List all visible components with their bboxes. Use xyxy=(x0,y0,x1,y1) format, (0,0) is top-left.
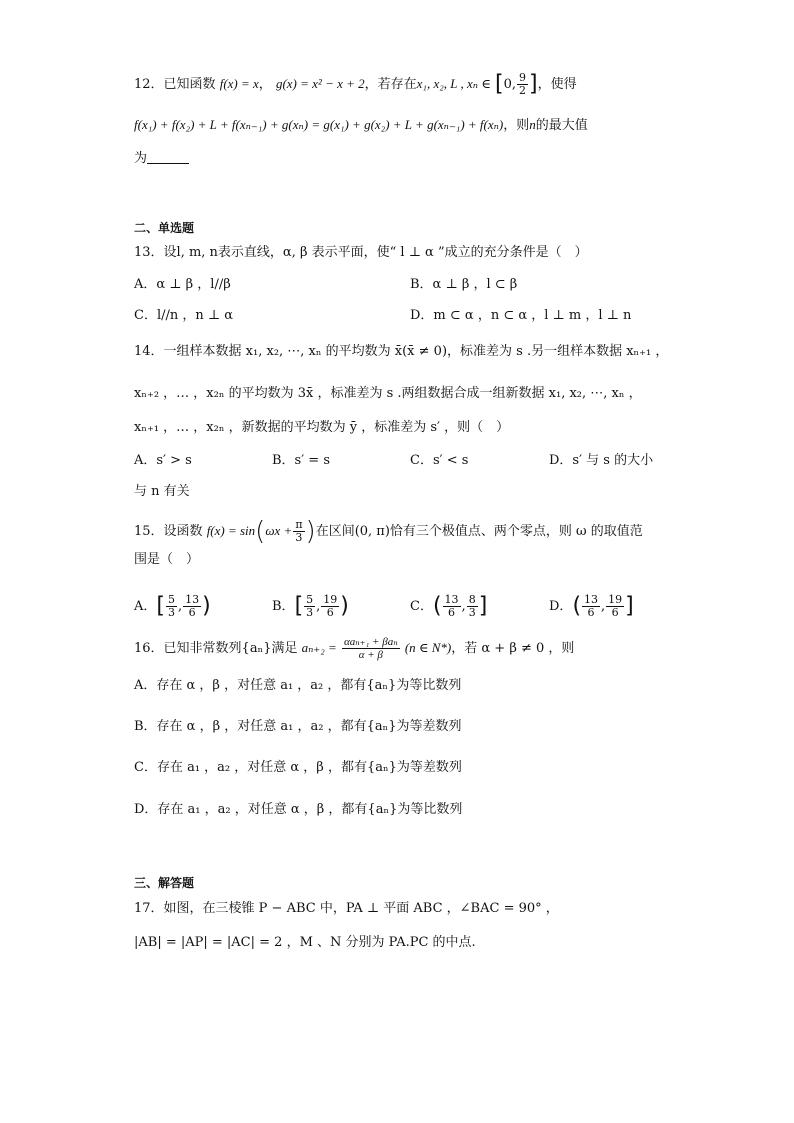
q15-d-d1: 6 xyxy=(587,606,595,619)
q15-a-d1: 3 xyxy=(167,606,175,619)
q16-post: ，若 α + β ≠ 0 ，则 xyxy=(451,641,575,656)
q15-pi-num: π xyxy=(295,518,303,531)
q15-a-frac1 xyxy=(166,594,177,619)
q12-equation: f(x₁) + f(x₂) + L + f(xₙ₋₁) + g(xₙ) = g(x₁) + g(x₂) + L + g(xₙ₋₁) + f(xₙ) xyxy=(134,117,504,132)
q13-option-d[interactable]: D．m ⊂ α ，n ⊂ α ，l ⊥ m ，l ⊥ n xyxy=(410,308,632,323)
q15-a-n1: 5 xyxy=(167,593,175,606)
q12-xs: x₁, x₂, L , xₙ ∈ xyxy=(416,76,491,91)
q15-c-d2: 3 xyxy=(468,606,476,619)
q12-max: 的最大值 xyxy=(535,118,588,133)
q15-a-n2: 13 xyxy=(185,593,200,606)
q16-frac xyxy=(342,636,400,661)
q17-line2: |AB| = |AP| = |AC| = 2 ，M 、N 分别为 PA.PC 的中点. xyxy=(134,935,476,950)
q14-line3: xₙ₊₁ ，… ，x₂ₙ ，新数据的平均数为 ȳ ，标准差为 s′ ，则（ ） xyxy=(134,420,510,435)
q15-a-frac2 xyxy=(183,594,201,619)
q15-option-c[interactable]: C．( $\frac{13}{6}$ , $\frac{8}{3}$ ] xyxy=(410,593,488,619)
q16-stem xyxy=(134,636,574,661)
q12-frac-den: 2 xyxy=(519,84,527,97)
q16-option-d[interactable]: D．存在 a₁ ，a₂ ，对任意 α ，β ，都有{aₙ}为等比数列 xyxy=(134,802,463,817)
q12-line1 xyxy=(134,72,577,97)
q15-a-label: A． xyxy=(134,599,157,614)
q14-option-d[interactable]: D．s′ 与 s 的大小 xyxy=(549,453,654,468)
q15-c-label: C． xyxy=(410,599,433,614)
q16-cond: (n ∈ N*) xyxy=(404,640,452,655)
q16-option-c[interactable]: C．存在 a₁ ，a₂ ，对任意 α ，β ，都有{aₙ}为等差数列 xyxy=(134,760,462,775)
q15-d-label: D． xyxy=(549,599,573,614)
q15-a-lb: [ xyxy=(156,593,165,619)
q15-c-rb: ] xyxy=(478,593,488,619)
q15-b-d1: 3 xyxy=(306,606,314,619)
q12-interval-frac xyxy=(517,72,528,97)
q12-text: 已知函数 xyxy=(163,77,216,92)
q15-b-frac1 xyxy=(304,594,315,619)
q15-c-frac1 xyxy=(443,594,461,619)
q15-d-n2: 19 xyxy=(608,593,623,606)
q12-line2 xyxy=(134,116,588,135)
q16-num: αaₙ₊₁ + βaₙ xyxy=(343,636,398,648)
q13-option-a[interactable]: A．α ⊥ β ，l//β xyxy=(134,277,231,292)
section-single-choice: 二、单选题 xyxy=(134,221,195,235)
q12-f-def: f(x) = x xyxy=(219,76,259,91)
q14-option-b[interactable]: B．s′ = s xyxy=(272,453,331,468)
q15-option-d[interactable]: D．( $\frac{13}{6}$ , $\frac{19}{6}$ ] xyxy=(549,593,634,619)
q16-option-a[interactable]: A．存在 α ，β ，对任意 a₁ ，a₂ ，都有{aₙ}为等比数列 xyxy=(134,678,462,693)
q13-option-b[interactable]: B．α ⊥ β ，l ⊂ β xyxy=(410,277,518,292)
q15-pi-frac xyxy=(293,519,304,544)
q16-lhs: aₙ₊₂ = xyxy=(301,640,337,655)
q15-pre: 15．设函数 xyxy=(134,524,203,539)
q15-inner: ωx + xyxy=(265,523,293,538)
q14-option-c[interactable]: C．s′ < s xyxy=(410,453,469,468)
q14-option-a[interactable]: A．s′ > s xyxy=(134,453,192,468)
q15-option-a[interactable]: A．[ $\frac{5}{3}$ , $\frac{13}{6}$ ) xyxy=(134,593,211,619)
q15-c-n2: 8 xyxy=(468,593,476,606)
q12-g-def: g(x) = x² − x + 2 xyxy=(275,76,365,91)
q15-d-frac1 xyxy=(582,594,600,619)
q15-d-lb: ( xyxy=(572,593,582,619)
q13-stem: 13．设l, m, n表示直线，α, β 表示平面，使“ l ⊥ α ”成立的充分条件是（ ） xyxy=(134,245,588,260)
q14-line1: 14．一组样本数据 x₁, x₂, ⋯, xₙ 的平均数为 x̄(x̄ ≠ 0)，标准差为 s .另一组样本数据 xₙ₊₁ ， xyxy=(134,344,669,359)
q15-b-frac2 xyxy=(321,594,339,619)
q12-interval-left: 0, xyxy=(503,77,517,92)
q14-option-d-cont: 与 n 有关 xyxy=(134,484,190,499)
q15-b-label: B． xyxy=(272,599,295,614)
q15-d-n1: 13 xyxy=(584,593,599,606)
q15-pi-den: 3 xyxy=(295,531,303,544)
q15-option-b[interactable]: B．[ $\frac{5}{3}$ , $\frac{19}{6}$ ) xyxy=(272,593,349,619)
q15-lparen: ( xyxy=(255,516,266,547)
q15-c-lb: ( xyxy=(432,593,442,619)
q12-wei: 为 xyxy=(134,151,148,166)
q15-line1 xyxy=(134,516,643,547)
q12-exist: ，若存在 xyxy=(364,77,417,92)
q12-number: 12． xyxy=(134,77,164,92)
q15-post: 在区间(0, π)恰有三个极值点、两个零点，则 ω 的取值范 xyxy=(315,524,643,539)
q15-line2: 围是（ ） xyxy=(134,552,200,567)
q15-b-n2: 19 xyxy=(323,593,338,606)
q12-then: ，则 xyxy=(503,118,530,133)
q15-a-d2: 6 xyxy=(188,606,196,619)
q15-d-frac2 xyxy=(606,594,624,619)
q15-c-frac2 xyxy=(467,594,478,619)
q15-b-n1: 5 xyxy=(306,593,314,606)
q15-a-rb: ) xyxy=(202,593,211,619)
q15-c-d1: 6 xyxy=(448,606,456,619)
q12-n: n xyxy=(529,117,536,132)
q12-end1: ，使得 xyxy=(537,77,577,92)
q15-b-rb: ) xyxy=(340,593,349,619)
q12-frac-num: 9 xyxy=(519,71,527,84)
q15-rparen: ) xyxy=(305,516,316,547)
q17-line1: 17．如图，在三棱锥 P − ABC 中，PA ⊥ 平面 ABC ，∠BAC = 90° ， xyxy=(134,901,559,916)
q14-line2: xₙ₊₂ ，… ，x₂ₙ 的平均数为 3x̄ ，标准差为 s .两组数据合成一组新数据 x₁, x₂, ⋯, xₙ ， xyxy=(134,386,642,401)
q15-b-d2: 6 xyxy=(326,606,334,619)
q16-option-b[interactable]: B．存在 α ，β ，对任意 a₁ ，a₂ ，都有{aₙ}为等差数列 xyxy=(134,719,462,734)
q12-rbracket: ] xyxy=(529,71,538,97)
q12-lbracket: [ xyxy=(495,71,504,97)
answer-blank[interactable] xyxy=(147,151,189,164)
q15-b-lb: [ xyxy=(294,593,304,619)
q15-c-n1: 13 xyxy=(444,593,459,606)
q16-pre: 16．已知非常数列{aₙ}满足 xyxy=(134,641,298,656)
q15-d-d2: 6 xyxy=(611,606,619,619)
q13-option-c[interactable]: C．l//n ，n ⊥ α xyxy=(134,308,234,323)
section-answer-questions: 三、解答题 xyxy=(134,876,195,890)
q15-d-rb: ] xyxy=(625,593,634,619)
q15-func: f(x) = sin xyxy=(206,523,256,538)
q16-den: α + β xyxy=(358,649,383,661)
q12-line3 xyxy=(134,150,189,168)
q12-sep: ， xyxy=(258,77,272,92)
